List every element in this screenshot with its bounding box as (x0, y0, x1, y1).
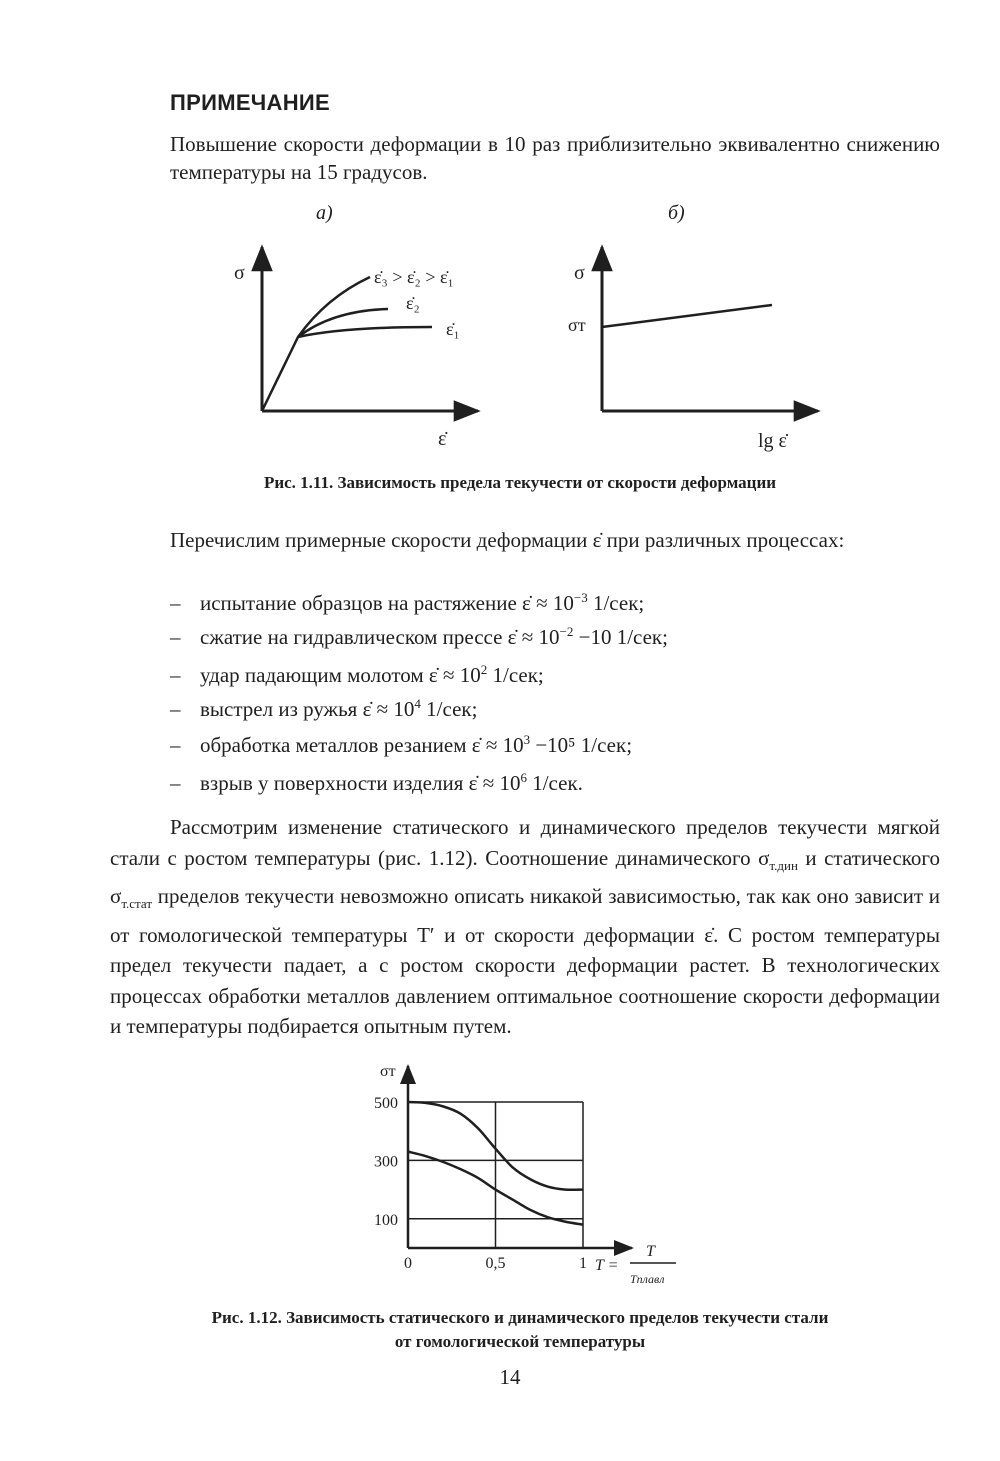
figure-1-11-panel-a (220, 235, 520, 460)
panel-a-y-label: σ (234, 262, 245, 284)
panel-a-curve-3 (262, 277, 370, 411)
figure-1-11-caption: Рис. 1.11. Зависимость предела текучести от скорости деформации (263, 473, 777, 492)
list-item: – удар падающим молотом ε̇ ≈ $10^2$ 1/сек; (170, 662, 544, 687)
figure-1-11-panel-b (560, 235, 840, 460)
panel-b-yield-label: σт (568, 315, 586, 335)
list-item: – сжатие на гидравлическом прессе ε̇ ≈ $10^{-2} -10$ 1/сек; (170, 624, 668, 649)
panel-a-curve-2 (298, 309, 388, 337)
figure-1-12-caption (100, 1306, 940, 1354)
note-text: Повышение скорости деформации в 10 раз приблизительно эквивалентно снижению температуры на 15 градусов. (170, 132, 940, 184)
chart-y-axis-label: σт (380, 1063, 396, 1080)
panel-a-curve2-label: ε̇₂ (406, 293, 420, 313)
y-tick-label: 100 (374, 1211, 398, 1229)
panel-b-x-label: lg ε̇ (758, 430, 787, 452)
temperature-paragraph: Рассмотрим изменение статического и динамического пределов текучести мягкой стали с ростом температуры (рис. 1.12). Соотношение динамического $\sigma_{т.дин}$ и статического $\sigma_{т.стат}$ пределов текучести невозможно описать никакой зависимостью, так как оно зависит и от гомологической температуры T′ и от скорости деформации ε̇. С ростом температуры предел текучести падает, а с ростом скорости деформации растет. В технологических процессах обработки металлов давлением оптимальное соотношение скорости деформации и температуры подбирается опытным путем. (110, 815, 941, 1039)
panel-b-line (602, 305, 772, 327)
list-item: – испытание образцов на растяжение ε̇ ≈ $10^{-3}$ 1/сек; (170, 590, 645, 615)
note-heading: ПРИМЕЧАНИЕ (170, 90, 331, 115)
chart-x-formula-num: T (646, 1243, 655, 1260)
panel-a-label: а) (316, 202, 333, 224)
figure-1-12-chart (340, 1058, 700, 1288)
x-tick-label: 1 (579, 1255, 587, 1272)
page-number: 14 (499, 1365, 521, 1389)
panel-a-curve-1 (298, 327, 432, 337)
panel-b-y-label: σ (574, 262, 585, 284)
chart-grid (408, 1102, 583, 1248)
list-item: – выстрел из ружья ε̇ ≈ $10^4$ 1/сек; (170, 696, 478, 721)
panel-a-curve1-label: ε̇₁ (446, 319, 460, 339)
figure-1-12-caption-line2: от гомологической температуры (394, 1332, 646, 1351)
chart-x-formula-lhs: T = (595, 1257, 619, 1274)
figure-1-12-caption-line1: Рис. 1.12. Зависимость статического и динамического пределов текучести стали (211, 1308, 829, 1327)
chart-x-formula-den: Tплавл (630, 1272, 665, 1286)
panel-a-relation-label: ε̇₃ > ε̇₂ > ε̇₁ (374, 267, 454, 287)
x-tick-label: 0 (404, 1255, 412, 1272)
x-tick-label: 0,5 (485, 1255, 506, 1272)
list-item: – обработка металлов резанием ε̇ ≈ $10^3 -10^5$ 1/сек; (170, 732, 633, 757)
panel-b-label: б) (668, 202, 685, 224)
panel-a-x-label: ε̇ (438, 428, 447, 450)
rates-intro: Перечислим примерные скорости деформации ε̇ при различных процессах: (170, 528, 845, 552)
y-tick-label: 300 (374, 1153, 398, 1171)
y-tick-label: 500 (374, 1095, 398, 1112)
list-item: – взрыв у поверхности изделия ε̇ ≈ $10^6$ 1/сек. (170, 770, 583, 795)
